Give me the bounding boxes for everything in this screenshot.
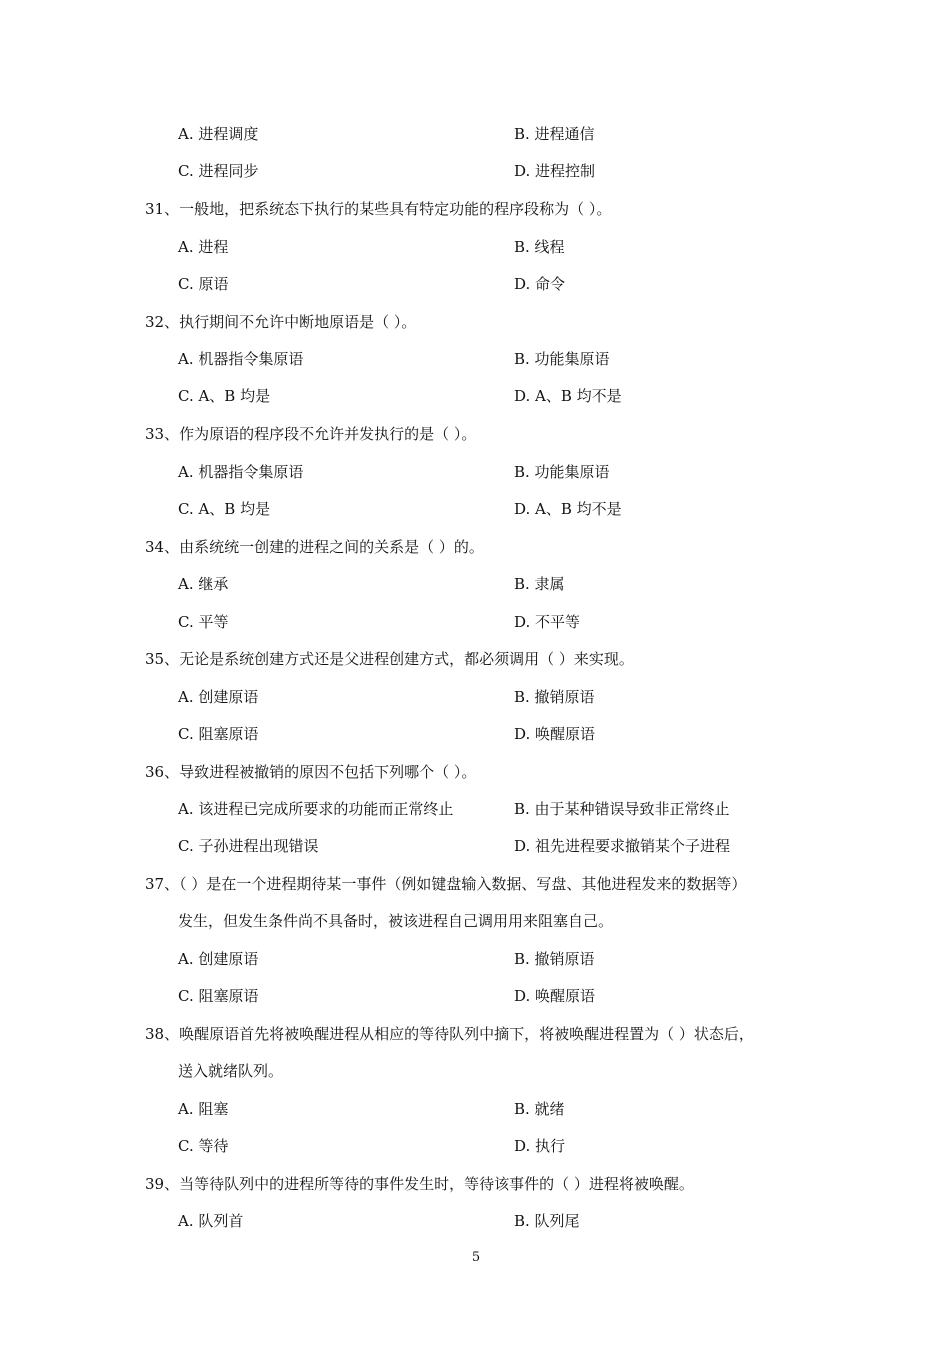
option-right: D. A、B 均不是 (514, 500, 622, 518)
option-right: B. 线程 (514, 238, 565, 256)
page-number: 5 (471, 1250, 481, 1265)
option-left: C. A、B 均是 (178, 500, 271, 518)
option-left: A. 该进程已完成所要求的功能而正常终止 (178, 800, 454, 818)
option-left: A. 继承 (178, 575, 229, 593)
option-left: C. 子孙进程出现错误 (178, 837, 319, 855)
option-right: B. 就绪 (514, 1100, 565, 1118)
option-left: A. 机器指令集原语 (178, 350, 304, 368)
option-right: B. 隶属 (514, 575, 565, 593)
option-right: D. 进程控制 (514, 162, 596, 180)
option-left: A. 阻塞 (178, 1100, 229, 1118)
option-left: A. 创建原语 (178, 950, 259, 968)
question-text: 35、无论是系统创建方式还是父进程创建方式，都必须调用（ ）来实现。 (145, 650, 634, 668)
question-text: 36、导致进程被撤销的原因不包括下列哪个（ ）。 (145, 763, 477, 781)
option-left: A. 队列首 (178, 1212, 244, 1230)
option-left: C. 阻塞原语 (178, 725, 259, 743)
question-text: 39、当等待队列中的进程所等待的事件发生时，等待该事件的（ ）进程将被唤醒。 (145, 1175, 694, 1193)
option-left: A. 进程 (178, 238, 229, 256)
question-text: 38、唤醒原语首先将被唤醒进程从相应的等待队列中摘下，将被唤醒进程置为（ ）状态后， (145, 1025, 754, 1043)
question-text: 31、一般地，把系统态下执行的某些具有特定功能的程序段称为（ ）。 (145, 200, 612, 218)
option-right: D. 执行 (514, 1137, 566, 1155)
option-left: A. 机器指令集原语 (178, 463, 304, 481)
option-left: C. 等待 (178, 1137, 229, 1155)
option-right: B. 由于某种错误导致非正常终止 (514, 800, 730, 818)
option-left: C. 平等 (178, 613, 229, 631)
option-right: D. A、B 均不是 (514, 387, 622, 405)
question-text: 32、执行期间不允许中断地原语是（ ）。 (145, 313, 417, 331)
option-left: C. 阻塞原语 (178, 987, 259, 1005)
option-left: A. 创建原语 (178, 688, 259, 706)
question-text: 34、由系统统一创建的进程之间的关系是（ ）的。 (145, 538, 484, 556)
option-right: D. 不平等 (514, 613, 581, 631)
option-left: C. 原语 (178, 275, 229, 293)
option-right: B. 撤销原语 (514, 950, 595, 968)
option-left: A. 进程调度 (178, 125, 259, 143)
option-right: D. 唤醒原语 (514, 987, 596, 1005)
option-left: C. A、B 均是 (178, 387, 271, 405)
question-text: 33、作为原语的程序段不允许并发执行的是（ ）。 (145, 425, 477, 443)
question-text: 37、（ ）是在一个进程期待某一事件（例如键盘输入数据、写盘、其他进程发来的数据等） (145, 875, 747, 893)
option-right: B. 功能集原语 (514, 350, 610, 368)
option-right: B. 撤销原语 (514, 688, 595, 706)
option-left: C. 进程同步 (178, 162, 259, 180)
option-right: D. 唤醒原语 (514, 725, 596, 743)
option-right: D. 命令 (514, 275, 566, 293)
question-text-continued: 送入就绪队列。 (178, 1062, 284, 1080)
option-right: D. 祖先进程要求撤销某个子进程 (514, 837, 731, 855)
question-text-continued: 发生，但发生条件尚不具备时，被该进程自己调用用来阻塞自己。 (178, 912, 614, 930)
option-right: B. 功能集原语 (514, 463, 610, 481)
option-right: B. 队列尾 (514, 1212, 580, 1230)
option-right: B. 进程通信 (514, 125, 595, 143)
